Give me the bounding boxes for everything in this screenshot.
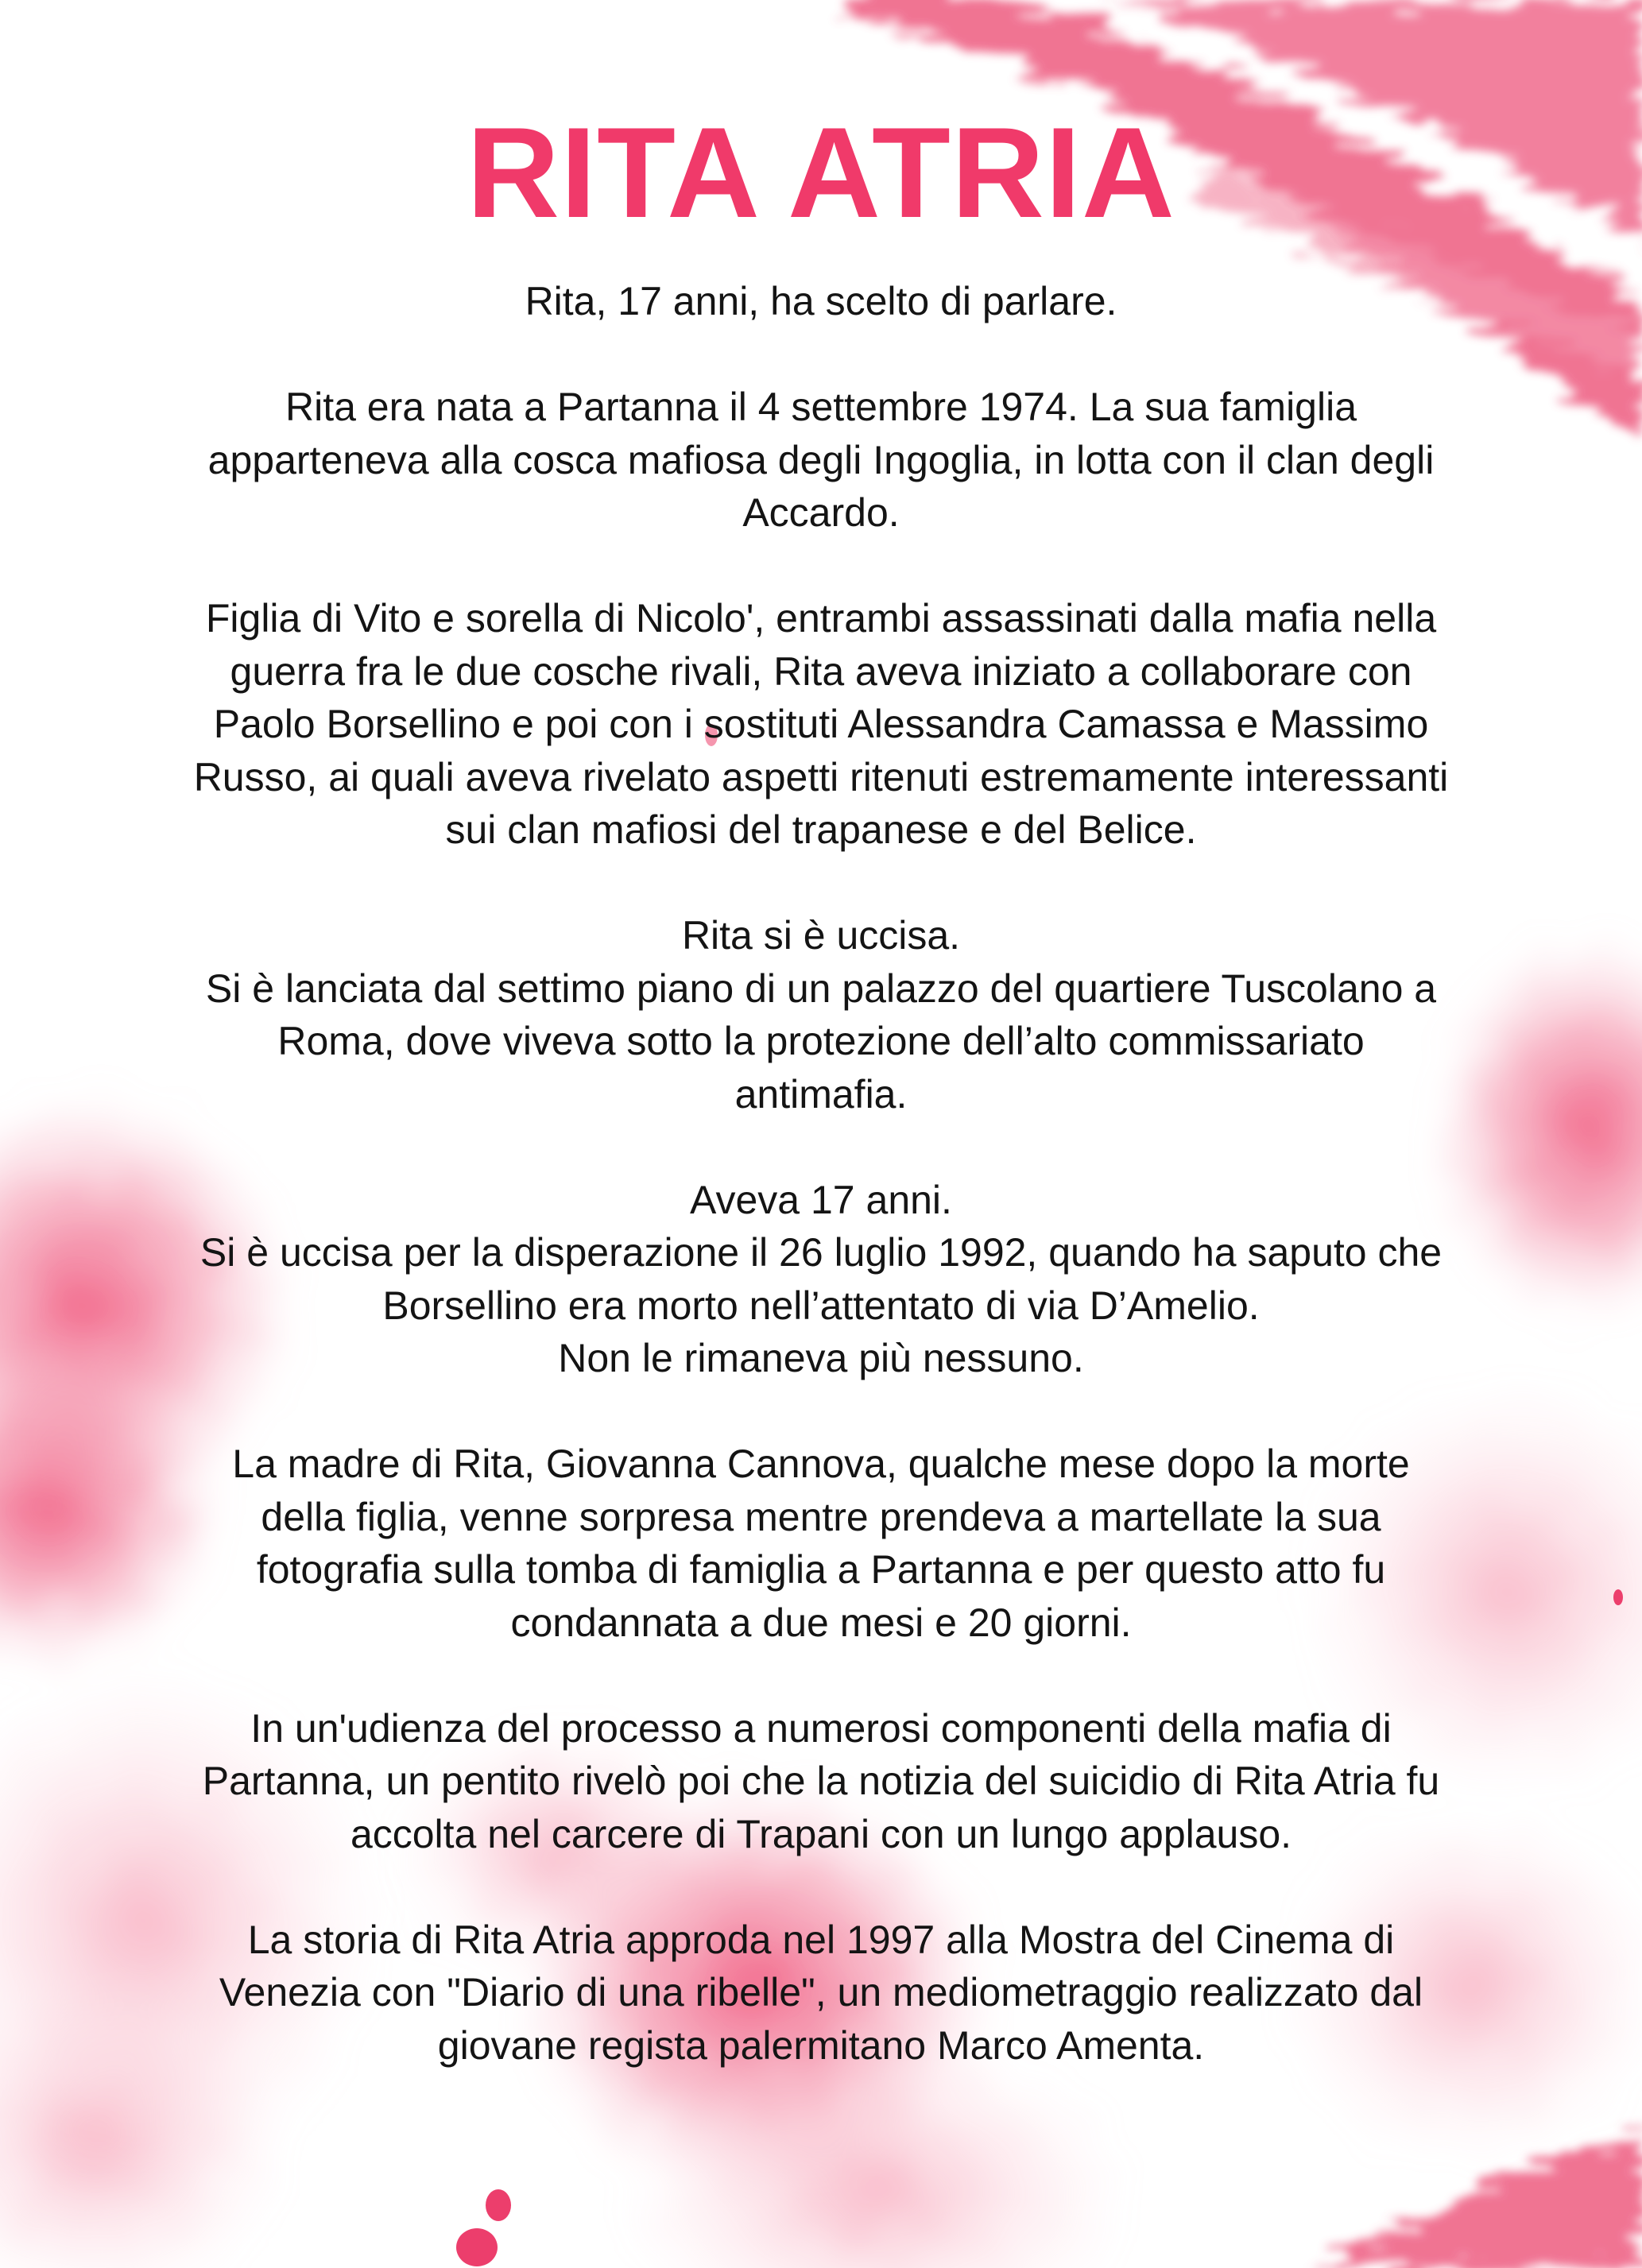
paragraph (119, 1438, 1523, 1649)
text-line: La madre di Rita, Giovanna Cannova, qualche mese dopo la morte (232, 1442, 1410, 1486)
text-line: Non le rimaneva più nessuno. (558, 1336, 1084, 1380)
text-line: Rita si è uccisa. (681, 913, 961, 958)
text-line: fotografia sulla tomba di famiglia a Partanna e per questo atto fu (256, 1547, 1386, 1592)
text-line: accolta nel carcere di Trapani con un lungo applauso. (350, 1811, 1292, 1856)
text-line: Aveva 17 anni. (690, 1177, 952, 1222)
paragraph (119, 1174, 1523, 1385)
text-line: apparteneva alla cosca mafiosa degli Ingoglia, in lotta con il clan degli (207, 437, 1435, 482)
text-line: guerra fra le due cosche rivali, Rita aveva iniziato a collaborare con (230, 648, 1412, 694)
text-line: Rita era nata a Partanna il 4 settembre 1974. La sua famiglia (285, 385, 1357, 429)
paragraph (119, 275, 1523, 328)
paragraph (119, 381, 1523, 540)
text-line: Paolo Borsellino e poi con i sostituti Alessandra Camassa e Massimo (213, 702, 1429, 746)
paragraph (119, 1702, 1523, 1861)
text-line: Figlia di Vito e sorella di Nicolo', entrambi assassinati dalla mafia nella (205, 596, 1437, 641)
text-line: condannata a due mesi e 20 giorni. (510, 1600, 1132, 1645)
paragraph (119, 909, 1523, 1120)
text-line: della figlia, venne sorpresa mentre prendeva a martellate la sua (261, 1494, 1381, 1539)
text-line: In un'udienza del processo a numerosi componenti della mafia di (250, 1705, 1392, 1751)
text-line: Rita, 17 anni, ha scelto di parlare. (525, 279, 1117, 323)
text-line: Russo, ai quali aveva rivelato aspetti ritenuti estremamente interessanti (193, 754, 1449, 799)
text-line: antimafia. (734, 1071, 908, 1117)
text-line: Partanna, un pentito rivelò poi che la notizia del suicidio di Rita Atria fu (202, 1759, 1440, 1803)
text-line: Si è lanciata dal settimo piano di un palazzo del quartiere Tuscolano a (205, 966, 1437, 1011)
text-line: Venezia con "Diario di una ribelle", un mediometraggio realizzato dal (219, 1970, 1423, 2014)
text-line: Accardo. (742, 490, 900, 535)
text-line: sui clan mafiosi del trapanese e del Belice. (445, 807, 1197, 852)
article-body (119, 275, 1523, 2125)
text-line: La storia di Rita Atria approda nel 1997 alla Mostra del Cinema di (247, 1917, 1395, 1962)
text-line: Borsellino era morto nell’attentato di via D’Amelio. (382, 1283, 1260, 1328)
text-line: Si è uccisa per la disperazione il 26 luglio 1992, quando ha saputo che (199, 1230, 1443, 1275)
paragraph (119, 592, 1523, 857)
paragraph (119, 1914, 1523, 2073)
text-line: giovane regista palermitano Marco Amenta. (437, 2022, 1205, 2068)
text-line: Roma, dove viveva sotto la protezione dell’alto commissariato (277, 1019, 1365, 1063)
page-title: RITA ATRIA (467, 101, 1175, 245)
